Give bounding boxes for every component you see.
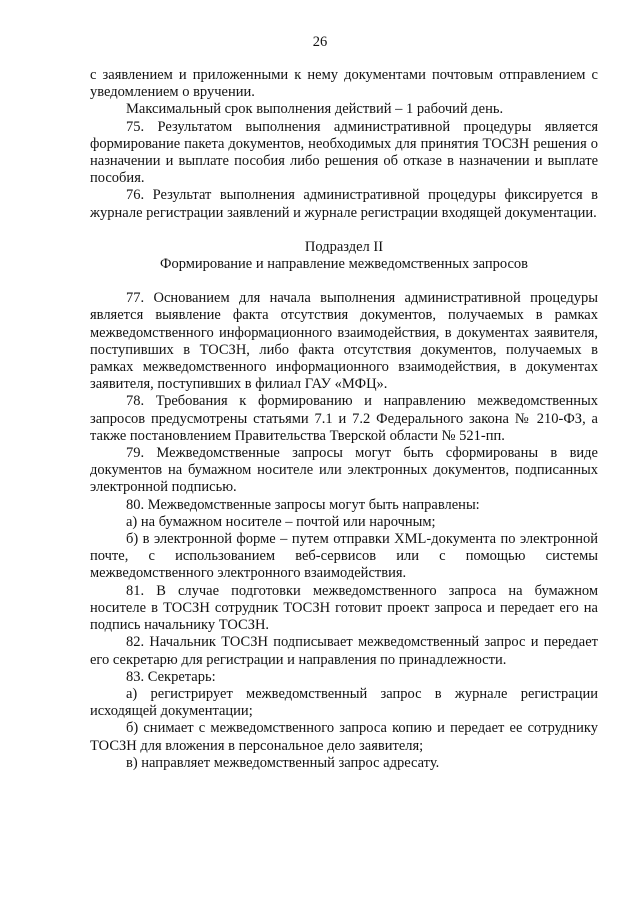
document-body [90,67,598,772]
paragraph: 79. Межведомственные запросы могут быть сформированы в виде документов на бумажном носителе или электронных документов, подписанных электронной подписью. [90,445,598,496]
subsection-heading: Подраздел II [304,238,384,255]
paragraph: 80. Межведомственные запросы могут быть направлены: [126,496,480,513]
paragraph: 83. Секретарь: [126,668,216,685]
paragraph: с заявлением и приложенными к нему документами почтовым отправлением с уведомлением о вручении. [90,67,598,101]
paragraph: 76. Результат выполнения административной процедуры фиксируется в журнале регистрации заявлений и журнале регистрации входящей документации. [90,187,598,221]
paragraph: 78. Требования к формированию и направлению межведомственных запросов предусмотрены статьями 7.1 и 7.2 Федерального закона № 210-ФЗ, а также постановлением Правительства Тверской области № 521-пп. [90,393,598,444]
subsection-title: Формирование и направление межведомственных запросов [160,256,528,273]
list-item: в) направляет межведомственный запрос адресату. [126,754,440,771]
paragraph: 77. Основанием для начала выполнения административной процедуры является выявление факта отсутствия документов, получаемых в рамках межведомственного информационного взаимодействия, в документах заявителя, поступивших в ТОСЗН, либо факта отсутствия документов, получаемых в рамках межведомственного информационного взаимодействия, в документах заявителя, поступивших в филиал ГАУ «МФЦ». [90,290,598,393]
paragraph: 81. В случае подготовки межведомственного запроса на бумажном носителе в ТОСЗН сотрудник ТОСЗН готовит проект запроса и передает его на подпись начальнику ТОСЗН. [90,582,598,634]
paragraph: 75. Результатом выполнения административной процедуры является формирование пакета документов, необходимых для принятия ТОСЗН решения о назначении и выплате пособия либо решения об отказе в назначении и выплате пособия. [90,118,598,187]
list-item: б) в электронной форме – путем отправки XML-документа по электронной почте, с использованием веб-сервисов или с помощью системы межведомственного электронного взаимодействия. [90,531,598,582]
list-item: а) на бумажном носителе – почтой или нарочным; [126,513,436,530]
paragraph: Максимальный срок выполнения действий – 1 рабочий день. [126,101,504,118]
list-item: а) регистрирует межведомственный запрос в журнале регистрации исходящей документации; [90,685,598,720]
page-number: 26 [312,34,328,50]
paragraph: 82. Начальник ТОСЗН подписывает межведомственный запрос и передает его секретарю для регистрации и направления по принадлежности. [90,634,598,668]
list-item: б) снимает с межведомственного запроса копию и передает ее сотруднику ТОСЗН для вложения в персональное дело заявителя; [90,720,598,754]
